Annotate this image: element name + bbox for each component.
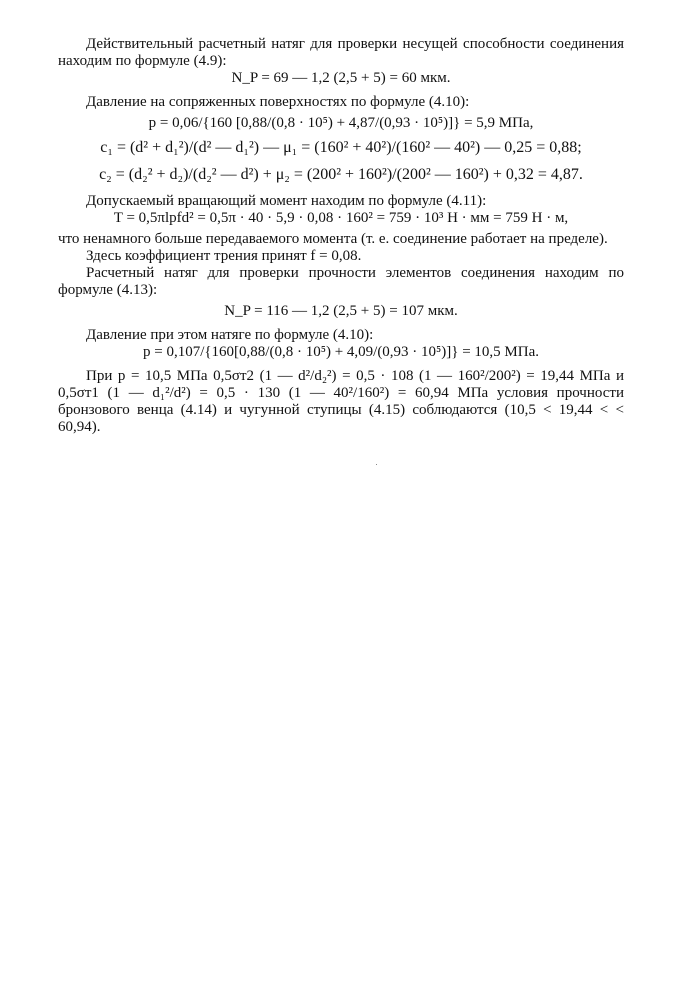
formula-pressure-1: p = 0,06/{160 [0,88/(0,8 · 10⁵) + 4,87/(0,93 · 10⁵)]} = 5,9 МПа, — [148, 115, 534, 131]
formula-pressure-2: p = 0,107/{160[0,88/(0,8 · 10⁵) + 4,09/(0,93 · 10⁵)]} = 10,5 МПа. — [142, 344, 540, 360]
page-speck — [376, 464, 377, 465]
paragraph-2: Давление на сопряженных поверхностях по формуле (4.10): — [86, 94, 470, 110]
formula-c1: c₁ = (d² + d₁²)/(d² — d₁²) — μ₁ = (160² + 40²)/(160² — 40²) — 0,25 = 0,88; — [100, 139, 582, 156]
formula-4-13: N_P = 116 — 1,2 (2,5 + 5) = 107 мкм. — [224, 303, 458, 319]
paragraph-6: Расчетный натяг для проверки прочности элементов соединения находим по формуле (4.13): — [58, 265, 624, 298]
formula-torque: T = 0,5πlpfd² = 0,5π · 40 · 5,9 · 0,08 · 160² = 759 · 10³ Н · мм = 759 Н · м, — [113, 210, 569, 226]
page-body — [58, 36, 624, 436]
formula-c2: c₂ = (d₂² + d₂)/(d₂² — d²) + μ₂ = (200² + 160²)/(200² — 160²) + 0,32 = 4,87. — [99, 166, 583, 183]
paragraph-8: При p = 10,5 МПа 0,5σт2 (1 — d²/d₂²) = 0,5 · 108 (1 — 160²/200²) = 19,44 МПа и 0,5σт1 (1 — d₁²/d²) = 0,5 · 130 (1 — 40²/160²) = 60,94 МПа условия прочности бронзового венца (4.14) и чугунной ступицы (4.15) соблюдаются (10,5 < 19,44 < < 60,94). — [58, 368, 624, 435]
paragraph-1: Действительный расчетный натяг для проверки несущей способности соединения находим по формуле (4.9): — [58, 36, 624, 69]
paragraph-5: Здесь коэффициент трения принят f = 0,08. — [86, 248, 362, 264]
formula-4-9: N_P = 69 — 1,2 (2,5 + 5) = 60 мкм. — [231, 70, 451, 86]
paragraph-4: что ненамного больше передаваемого момента (т. е. соединение работает на пределе). — [58, 231, 608, 247]
paragraph-7: Давление при этом натяге по формуле (4.10): — [86, 327, 374, 343]
paragraph-3: Допускаемый вращающий момент находим по формуле (4.11): — [86, 193, 487, 209]
